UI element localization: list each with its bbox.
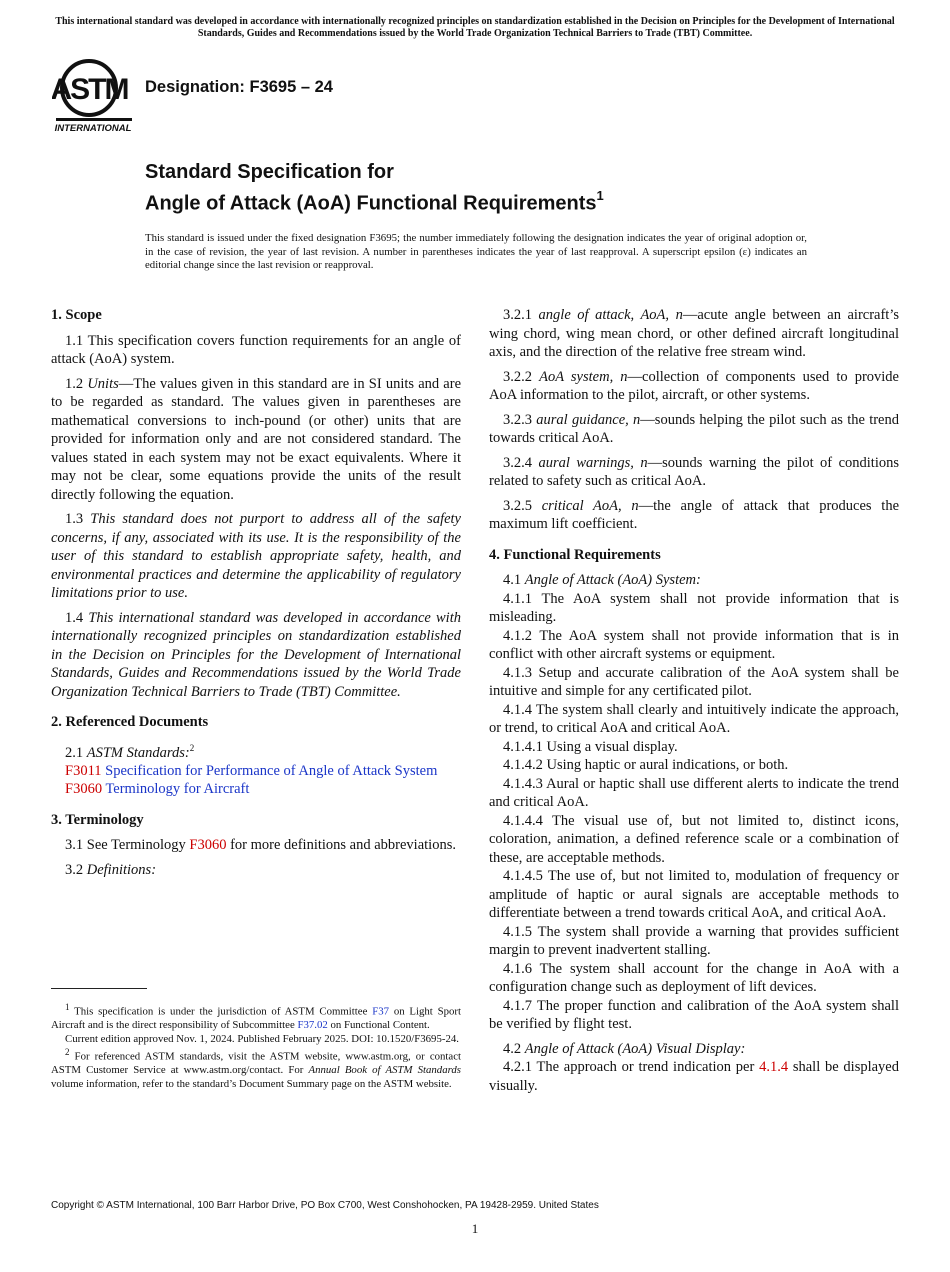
req-4-1-2: 4.1.2 The AoA system shall not provide information that is in conflict with other aircraft systems or equipment. [489, 627, 899, 662]
page-number: 1 [471, 1221, 479, 1236]
req-4-1-4-5: 4.1.4.5 The use of, but not limited to, modulation of frequency or amplitude of haptic or aural signals are acceptable methods to differentiate between a trend towards critical AoA, and critical AoA. [489, 868, 899, 921]
section-terminology [51, 811, 461, 880]
definition-3-2-2: 3.2.2 AoA system, n—collection of components used to provide AoA information to the pilot, aircraft, or other systems. [489, 368, 899, 403]
req-4-1-4-1: 4.1.4.1 Using a visual display. [503, 738, 678, 755]
req-4-1-6: 4.1.6 The system shall account for the change in AoA with a configuration change such as deployment of lift devices. [489, 960, 899, 995]
reference-f3060[interactable]: F3060 Terminology for Aircraft [65, 781, 250, 798]
para-3-1: 3.1 See Terminology F3060 for more definitions and abbreviations. [65, 837, 456, 854]
footnote-1-edition: Current edition approved Nov. 1, 2024. Published February 2025. DOI: 10.1520/F3695-24. [65, 1032, 459, 1045]
scope-heading: 1. Scope [51, 307, 102, 323]
req-4-1-4-4: 4.1.4.4 The visual use of, but not limited to, distinct icons, coloration, animation, a defined reference scale or a combination of these, are acceptable methods. [489, 812, 899, 866]
para-4-1: 4.1 Angle of Attack (AoA) System: [503, 572, 701, 588]
footnote-1: $^1$ This specification is under the jurisdiction of ASTM Committee F37 on Light Sport Aircraft and is the direct responsibility of Subcommittee F37.02 on Functional Content. [51, 1002, 462, 1032]
para-1-4: 1.4 This international standard was developed in accordance with internationally recognized principles on standardization established in the Decision on Principles for the Development of International Standards, Guides and Recommendations issued by the World Trade Organization Technical Barriers to Trade (TBT) Committee. [51, 609, 461, 700]
req-4-1-4: 4.1.4 The system shall clearly and intuitively indicate the approach, or trend, to critical AoA and critical AoA. [489, 701, 899, 736]
definitions-list [489, 306, 899, 534]
referenced-heading: 2. Referenced Documents [51, 714, 209, 730]
top-notice: This international standard was developed in accordance with internationally recognized principles on standardization established in the Decision on Principles for the Development of International Standards, Guides and Recommendations issued by the World Trade Organization Technical Barriers to Trade (TBT) Committee. [55, 16, 895, 39]
req-4-1-4-3: 4.1.4.3 Aural or haptic shall use different alerts to indicate the trend and critical AoA. [489, 775, 899, 810]
title-line-2: Angle of Attack (AoA) Functional Requirements [145, 192, 597, 215]
footnote-2: $^2$ For referenced ASTM standards, visit the ASTM website, www.astm.org, or contact ASTM Customer Service at www.astm.org/contact. For Annual Book of ASTM Standards volume information, refer to the standard’s Document Summary page on the ASTM website. [51, 1047, 461, 1090]
copyright: Copyright © ASTM International, 100 Barr Harbor Drive, PO Box C700, West Conshohocken, PA 19428-2959. United States [51, 1200, 599, 1211]
designation: Designation: F3695 – 24 [145, 78, 333, 96]
section-referenced-documents [51, 713, 461, 799]
link-4-1-4[interactable]: 4.1.4 [759, 1059, 789, 1075]
para-2-1: 2.1 ASTM Standards:$^2$ [65, 742, 195, 761]
link-f37-02[interactable]: F37.02 [297, 1019, 328, 1032]
title-footnote-mark: 1 [596, 188, 604, 203]
definition-3-2-3: 3.2.3 aural guidance, n—sounds helping the pilot such as the trend towards critical AoA. [489, 411, 899, 446]
req-4-1-1: 4.1.1 The AoA system shall not provide information that is misleading. [489, 590, 899, 625]
para-1-1: 1.1 This specification covers function requirements for an angle of attack (AoA) system. [51, 332, 461, 367]
req-4-1-5: 4.1.5 The system shall provide a warning that provides sufficient margin to prevent inadvertent stalling. [489, 923, 899, 958]
reference-f3011[interactable]: F3011 Specification for Performance of Angle of Attack System [65, 762, 438, 779]
section-functional-requirements [489, 546, 899, 1096]
document-title [145, 160, 604, 217]
req-4-1-3: 4.1.3 Setup and accurate calibration of the AoA system shall be intuitive and simple for any certificated pilot. [489, 664, 899, 699]
definition-3-2-5: 3.2.5 critical AoA, n—the angle of attack that produces the maximum lift coefficient. [489, 497, 899, 532]
logo-text: INTERNATIONAL [54, 123, 132, 134]
left-column [51, 306, 461, 891]
issue-note: This standard is issued under the fixed designation F3695; the number immediately following the designation indicates the year of original adoption or, in the case of revision, the year of last revision. A number in parentheses indicates the year of last reapproval. A superscript epsilon (ε) indicates an editorial change since the last revision or reapproval. [145, 232, 807, 271]
title-line-1: Standard Specification for [145, 161, 394, 183]
footnote-divider [51, 988, 147, 989]
link-f37[interactable]: F37 [372, 1005, 390, 1018]
req-4-2-1: 4.2.1 The approach or trend indication per 4.1.4 shall be displayed visually. [489, 1059, 899, 1094]
para-3-2: 3.2 Definitions: [65, 861, 157, 878]
req-4-1-7: 4.1.7 The proper function and calibration of the AoA system shall be verified by flight test. [489, 997, 899, 1032]
right-column [489, 306, 899, 1107]
definition-3-2-4: 3.2.4 aural warnings, n—sounds warning the pilot of conditions related to safety such as critical AoA. [489, 454, 899, 489]
link-f3060[interactable]: F3060 [189, 837, 227, 854]
req-4-1-4-2: 4.1.4.2 Using haptic or aural indications, or both. [503, 757, 789, 773]
definition-3-2-1: 3.2.1 angle of attack, AoA, n—acute angle between an aircraft’s wing chord, wing mean chord, or other defined aircraft longitudinal axis, and the direction of the relative free stream wind. [489, 307, 900, 360]
para-4-2: 4.2 Angle of Attack (AoA) Visual Display: [503, 1040, 746, 1057]
terminology-heading: 3. Terminology [51, 811, 144, 828]
para-1-3: 1.3 This standard does not purport to address all of the safety concerns, if any, associated with its use. It is the responsibility of the user of this standard to establish appropriate safety, health, and environmental practices and determine the applicability of regulatory limitations prior to use. [51, 511, 461, 601]
astm-logo-icon [52, 56, 134, 134]
svg-text:ASTM: ASTM [52, 73, 128, 106]
section-scope [51, 306, 461, 701]
footnotes [51, 1001, 461, 1091]
para-1-2: 1.2 Units—The values given in this standard are in SI units and are to be regarded as standard. The values given in parentheses are mathematical conversions to inch-pound (or other) units that are provided for information only and are not considered standard. The values stated in each system may not be exact equivalents. Where it may not be clear, some equations provide the units of the result directly following the equation. [51, 375, 462, 503]
functional-heading: 4. Functional Requirements [489, 546, 661, 563]
